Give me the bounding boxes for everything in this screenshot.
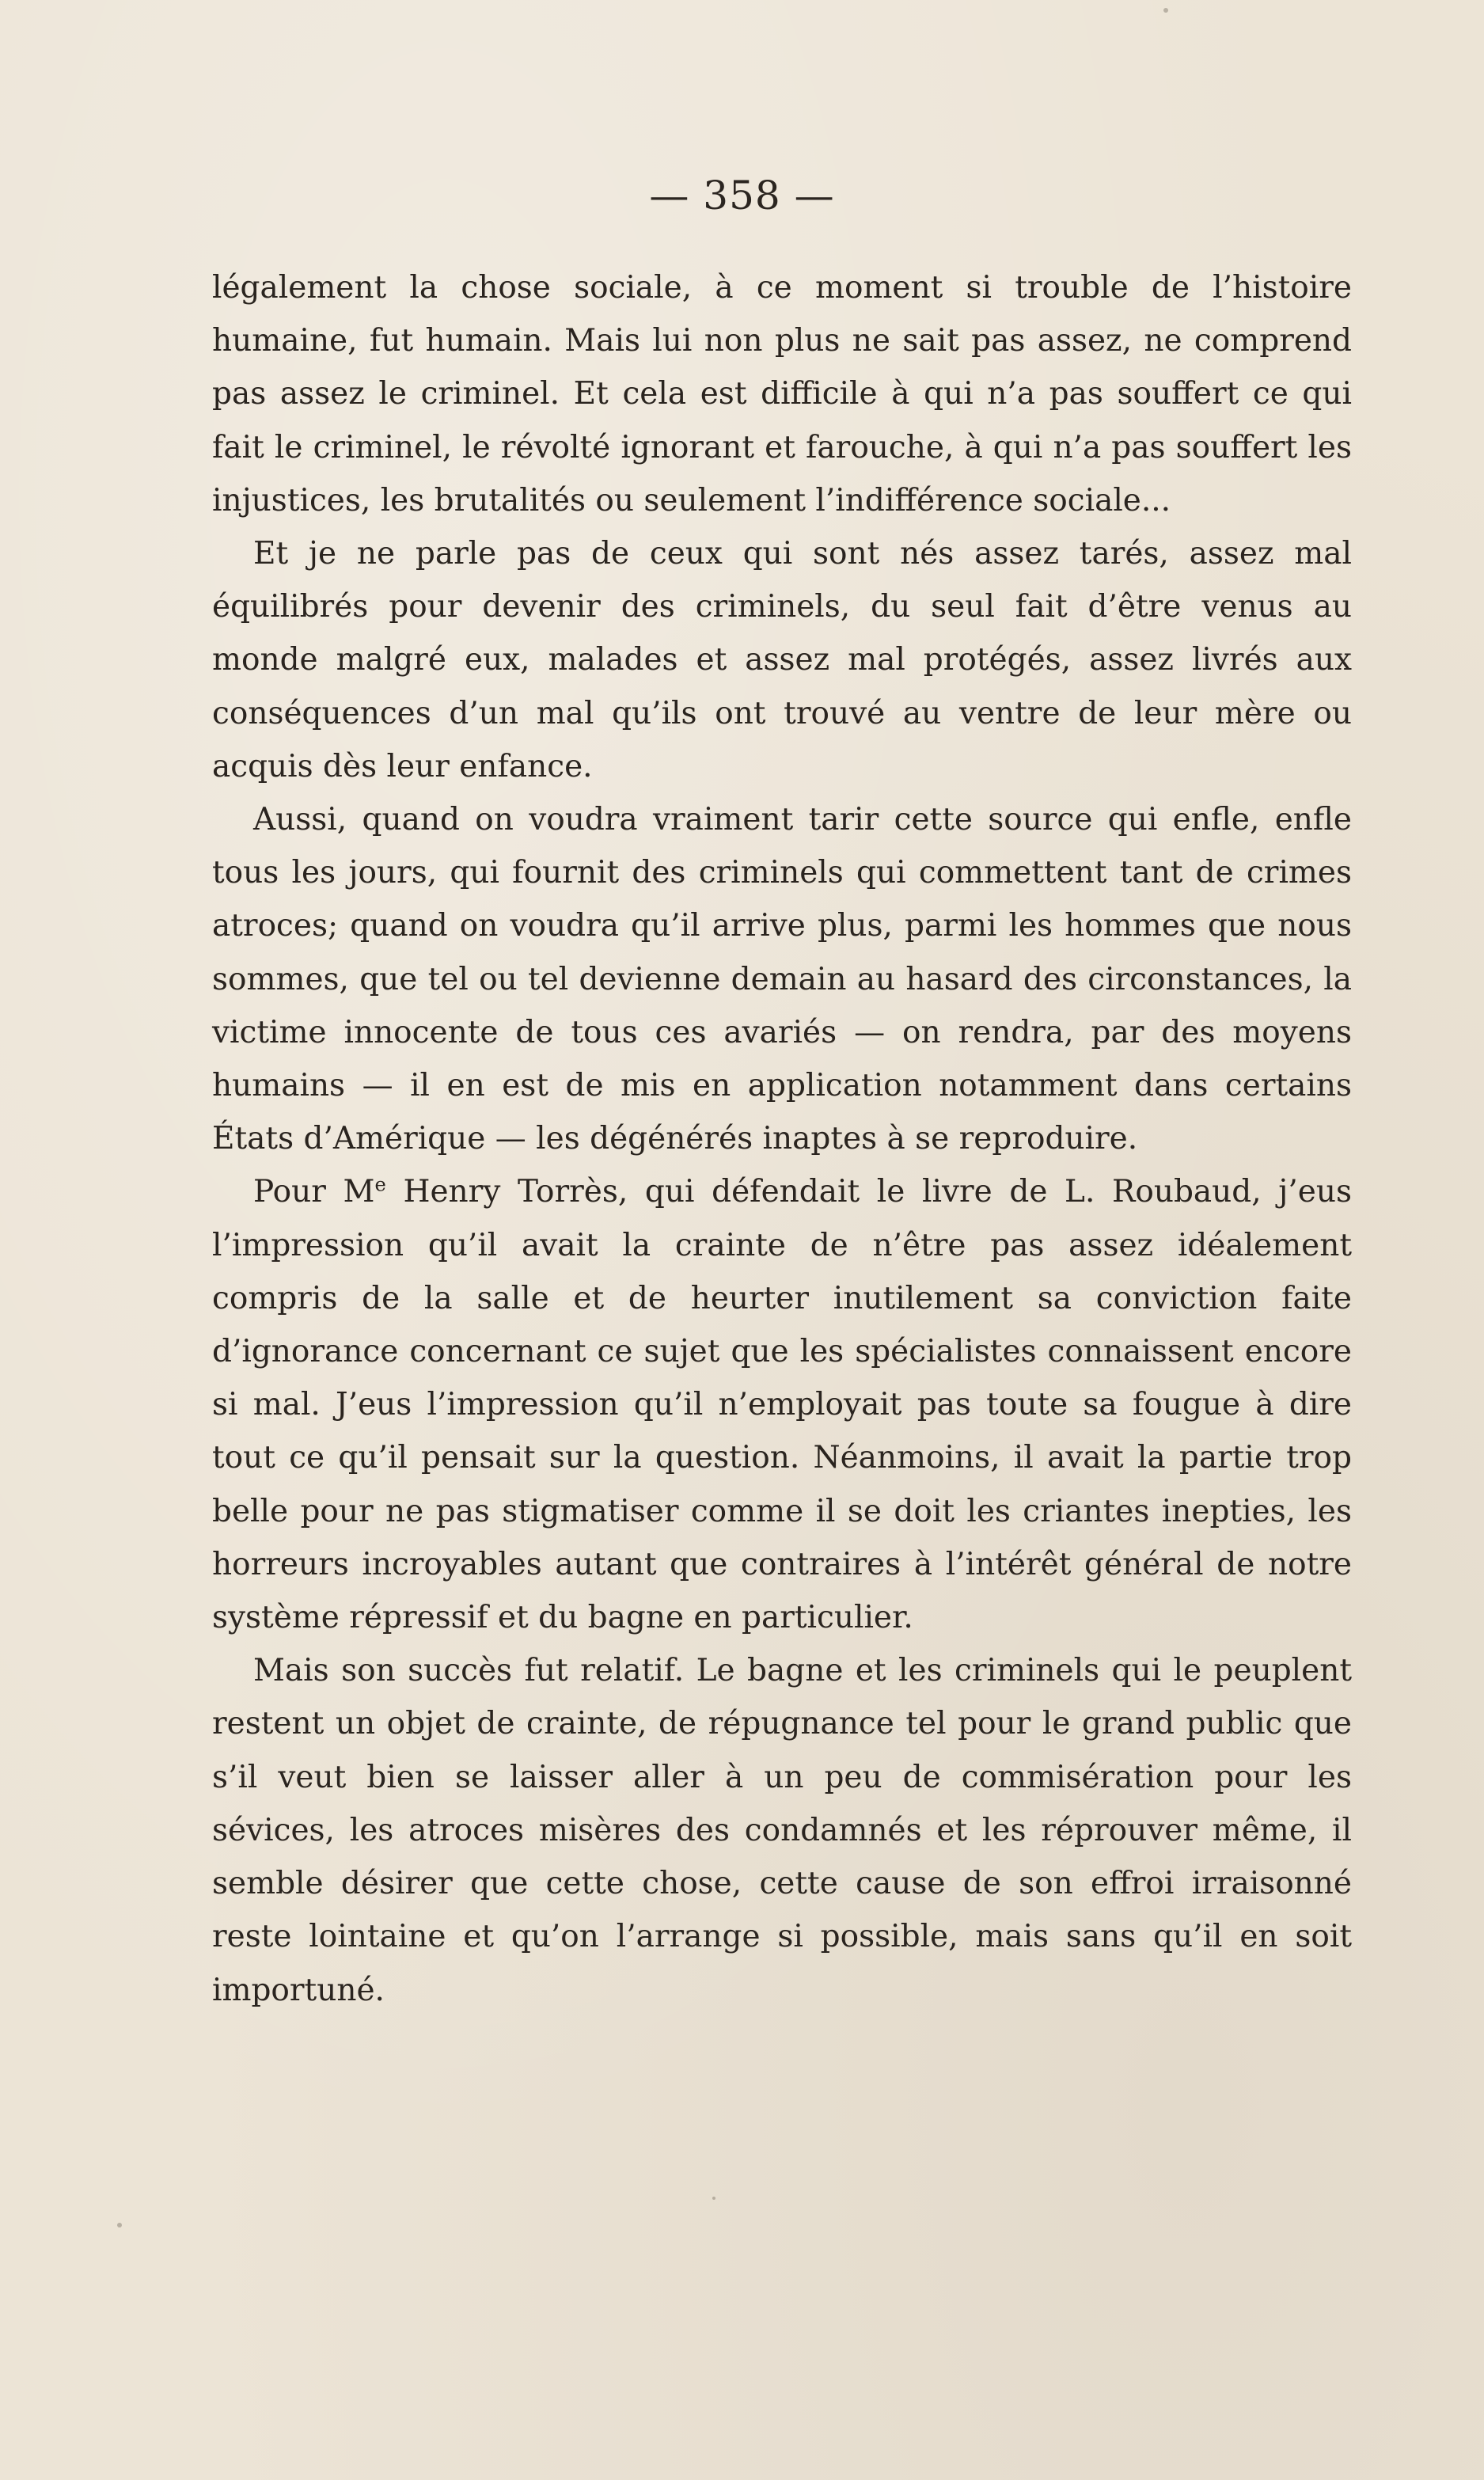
paragraph-continuation: légalement la chose sociale, à ce moment si trouble de l’histoire humaine, fut humain. Mais lui non plus ne sait pas assez, ne comprend pas assez le criminel. Et cela est difficile à qui n’a pas souffert ce qui fait le criminel, le révolté ignorant et farouche, à qui n’a pas souffert les injustices, les brutalités ou seulement l’indifférence sociale...	[212, 270, 1352, 518]
paragraph-text-rest: Henry Torrès, qui défendait le livre de L. Roubaud, j’eus l’impression qu’il avait la crainte de n’être pas assez idéalement compris de la salle et de heurter inutilement sa conviction faite d’ignorance concernant ce sujet que les spécialistes connaissent encore si mal. J’eus l’impression qu’il n’employait pas toute sa fougue à dire tout ce qu’il pensait sur la question. Néanmoins, il avait la partie trop belle pour ne pas stigmatiser comme il se doit les criantes inepties, les horreurs incroyables autant que contraires à l’intérêt général de notre système répressif et du bagne en particulier.	[212, 1174, 1353, 1636]
paragraph-text-start: Pour M	[253, 1174, 375, 1210]
paragraph: Mais son succès fut relatif. Le bagne et les criminels qui le peuplent restent un objet de crainte, de répugnance tel pour le grand public que s’il veut bien se laisser aller à un peu de commisération pour les sévices, les atroces misères des condamnés et les réprouver même, il semble désirer que cette chose, cette cause de son effroi irraisonné reste lointaine et qu’on l’arrange si possible, mais sans qu’il en soit importuné.	[212, 1653, 1352, 2008]
paper-speck	[712, 2197, 715, 2200]
page-number: — 358 —	[649, 173, 835, 218]
paragraph: Aussi, quand on voudra vraiment tarir cette source qui enfle, enfle tous les jours, qui fournit des criminels qui commettent tant de crimes atroces; quand on voudra qu’il arrive plus, parmi les hommes que nous sommes, que tel ou tel devienne demain au hasard des circonstances, la victime innocente de tous ces avariés — on rendra, par des moyens humains — il en est de mis en application notamment dans certains États d’Amérique — les dégénérés inaptes à se reproduire.	[212, 802, 1352, 1157]
paragraph: Et je ne parle pas de ceux qui sont nés assez tarés, assez mal équilibrés pour devenir des criminels, du seul fait d’être venus au monde malgré eux, malades et assez mal protégés, assez livrés aux conséquences d’un mal qu’ils ont trouvé au ventre de leur mère ou acquis dès leur enfance.	[212, 536, 1352, 784]
paper-speck	[1163, 8, 1168, 13]
body-text	[212, 261, 1352, 2017]
paper-speck	[117, 2223, 122, 2227]
paragraph	[212, 1165, 1352, 1644]
superscript-abbreviation: e	[374, 1174, 386, 1197]
